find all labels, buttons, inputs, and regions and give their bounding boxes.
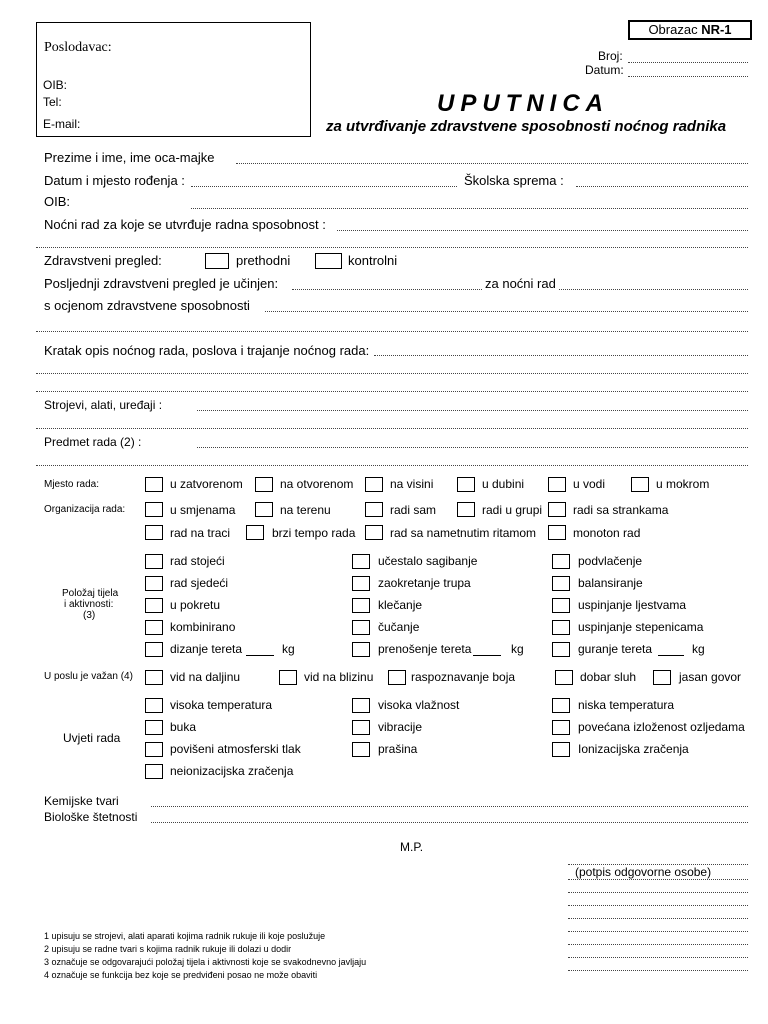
push-kg-unit: kg <box>692 642 705 656</box>
school-line[interactable] <box>576 186 748 187</box>
posture-col3-checkbox-2[interactable] <box>552 576 570 591</box>
posture-col3-option-4: uspinjanje stepenicama <box>578 620 704 634</box>
posture-col1-option-2: rad sjedeći <box>170 576 229 590</box>
description-line-3[interactable] <box>36 391 748 392</box>
push-kg-line[interactable] <box>658 655 684 656</box>
important-checkbox-1[interactable] <box>145 670 163 685</box>
posture-col2-option-2: zaokretanje trupa <box>378 576 471 590</box>
important-option-5: jasan govor <box>679 670 742 684</box>
signature-line-3[interactable] <box>568 905 748 906</box>
exam-ctrl-label: kontrolni <box>348 253 398 268</box>
posture-col3-checkbox-3[interactable] <box>552 598 570 613</box>
conditions-col1-option-4: neionizacijska zračenja <box>170 764 294 778</box>
broj-line[interactable] <box>628 62 748 63</box>
conditions-col2-checkbox-2[interactable] <box>352 720 370 735</box>
important-checkbox-4[interactable] <box>555 670 573 685</box>
posture-col1-option-4: kombinirano <box>170 620 236 634</box>
employer-label: Poslodavac: <box>44 40 112 55</box>
org-option-2: na terenu <box>280 503 331 517</box>
org-option-9: monoton rad <box>573 526 641 540</box>
exam-label: Zdravstveni pregled: <box>44 253 162 268</box>
posture-col2-checkbox-1[interactable] <box>352 554 370 569</box>
place-checkbox-1[interactable] <box>145 477 163 492</box>
org-checkbox-9[interactable] <box>548 525 566 540</box>
conditions-col3-option-1: niska temperatura <box>578 698 675 712</box>
conditions-col1-option-2: buka <box>170 720 197 734</box>
posture-col1-option-5: dizanje tereta <box>170 642 243 656</box>
posture-col2-option-1: učestalo sagibanje <box>378 554 478 568</box>
important-checkbox-2[interactable] <box>279 670 297 685</box>
org-label: Organizacija rada: <box>44 504 126 515</box>
posture-col3-option-3: uspinjanje ljestvama <box>578 598 687 612</box>
machines-line-2[interactable] <box>36 428 748 429</box>
oib-label: OIB: <box>44 194 71 209</box>
posture-col3-option-5: guranje tereta <box>578 642 653 656</box>
form-code-prefix: Obrazac <box>648 22 698 37</box>
conditions-col3-checkbox-2[interactable] <box>552 720 570 735</box>
place-option-3: na visini <box>390 477 434 491</box>
posture-label-2: i aktivnosti: <box>64 599 114 610</box>
footnote-4: 4 označuje se funkcija bez koje se predviđeni posao ne može obaviti <box>44 970 318 980</box>
machines-label: Strojevi, alati, uređaji : <box>44 398 163 412</box>
posture-col1-checkbox-3[interactable] <box>145 598 163 613</box>
place-checkbox-2[interactable] <box>255 477 273 492</box>
rating-line-2[interactable] <box>36 331 748 332</box>
posture-col1-option-3: u pokretu <box>170 598 221 612</box>
night-work-line[interactable] <box>337 230 748 231</box>
signature-line-7[interactable] <box>568 957 748 958</box>
exam-prev-checkbox[interactable] <box>205 253 229 269</box>
last-exam-label: Posljednji zdravstveni pregled je učinjen: <box>44 276 279 291</box>
name-line[interactable] <box>236 163 748 164</box>
org-option-8: rad sa nametnutim ritamom <box>390 526 537 540</box>
conditions-col1-checkbox-2[interactable] <box>145 720 163 735</box>
org-option-6: rad na traci <box>170 526 231 540</box>
signature-caption: (potpis odgovorne osobe) <box>575 865 712 879</box>
footnote-2: 2 upisuju se radne tvari s kojima radnik rukuje ili dolazi u dodir <box>44 944 292 954</box>
lift-kg-line[interactable] <box>246 655 274 656</box>
org-checkbox-2[interactable] <box>255 502 273 517</box>
subject-line-2[interactable] <box>36 465 748 466</box>
subject-line[interactable] <box>197 447 748 448</box>
posture-col1-checkbox-1[interactable] <box>145 554 163 569</box>
carry-kg-unit: kg <box>511 642 524 656</box>
org-option-5: radi sa strankama <box>573 503 669 517</box>
rating-line[interactable] <box>265 311 748 312</box>
chem-label: Kemijske tvari <box>44 794 119 808</box>
posture-label-3: (3) <box>83 610 96 621</box>
exam-prev-label: prethodni <box>236 253 291 268</box>
description-line[interactable] <box>374 355 748 356</box>
place-option-2: na otvorenom <box>280 477 354 491</box>
conditions-col2-checkbox-3[interactable] <box>352 742 370 757</box>
conditions-col3-checkbox-1[interactable] <box>552 698 570 713</box>
signature-line-4[interactable] <box>568 918 748 919</box>
posture-col3-option-2: balansiranje <box>578 576 643 590</box>
broj-label: Broj: <box>598 49 623 63</box>
form-title: UPUTNICA <box>437 90 609 117</box>
exam-ctrl-checkbox[interactable] <box>315 253 342 269</box>
bio-label: Biološke štetnosti <box>44 810 138 824</box>
important-option-1: vid na daljinu <box>170 670 241 684</box>
form-code: NR-1 <box>701 22 732 37</box>
chem-line[interactable] <box>151 806 748 807</box>
night-work-line-2[interactable] <box>36 247 748 248</box>
bio-line[interactable] <box>151 822 748 823</box>
org-option-1: u smjenama <box>170 503 236 517</box>
org-checkbox-5[interactable] <box>548 502 566 517</box>
subject-label: Predmet rada (2) : <box>44 435 142 449</box>
conditions-col1-option-3: povišeni atmosferski tlak <box>170 742 301 756</box>
org-checkbox-4[interactable] <box>457 502 475 517</box>
description-line-2[interactable] <box>36 373 748 374</box>
conditions-label: Uvjeti rada <box>63 731 121 745</box>
place-option-1: u zatvorenom <box>170 477 243 491</box>
conditions-col3-option-2: povećana izloženost ozljedama <box>578 720 745 734</box>
description-label: Kratak opis noćnog rada, poslova i trajanje noćnog rada: <box>44 343 370 358</box>
posture-col1-checkbox-4[interactable] <box>145 620 163 635</box>
form-code-box <box>628 20 752 40</box>
conditions-col3-option-3: Ionizacijska zračenja <box>578 742 689 756</box>
lift-kg-unit: kg <box>282 642 295 656</box>
org-checkbox-8[interactable] <box>365 525 383 540</box>
conditions-col1-option-1: visoka temperatura <box>170 698 273 712</box>
posture-col3-option-1: podvlačenje <box>578 554 643 568</box>
employer-email-label: E-mail: <box>43 117 81 131</box>
conditions-col2-option-2: vibracije <box>378 720 423 734</box>
place-checkbox-4[interactable] <box>457 477 475 492</box>
posture-col1-checkbox-5[interactable] <box>145 642 163 657</box>
place-label: Mjesto rada: <box>44 479 100 490</box>
org-checkbox-6[interactable] <box>145 525 163 540</box>
posture-col3-checkbox-4[interactable] <box>552 620 570 635</box>
org-checkbox-3[interactable] <box>365 502 383 517</box>
place-checkbox-6[interactable] <box>631 477 649 492</box>
conditions-col2-option-1: visoka vlažnost <box>378 698 460 712</box>
posture-col1-checkbox-2[interactable] <box>145 576 163 591</box>
conditions-col2-option-3: prašina <box>378 742 418 756</box>
datum-label: Datum: <box>585 63 624 77</box>
night-work-label: Noćni rad za koje se utvrđuje radna sposobnost : <box>44 217 326 232</box>
important-label: U poslu je važan (4) <box>44 671 133 682</box>
oib-line[interactable] <box>191 208 748 209</box>
place-checkbox-3[interactable] <box>365 477 383 492</box>
signature-line-2[interactable] <box>568 892 748 893</box>
signature-line-5[interactable] <box>568 931 748 932</box>
signature-line-6[interactable] <box>568 944 748 945</box>
posture-col2-checkbox-3[interactable] <box>352 598 370 613</box>
footnote-3: 3 označuje se odgovarajući položaj tijela i aktivnosti koje se svakodnevno javljaju <box>44 957 367 967</box>
conditions-col3-checkbox-3[interactable] <box>552 742 570 757</box>
conditions-col1-checkbox-1[interactable] <box>145 698 163 713</box>
for-night-label: za noćni rad <box>485 276 556 291</box>
place-checkbox-5[interactable] <box>548 477 566 492</box>
place-option-4: u dubini <box>482 477 525 491</box>
school-label: Školska sprema : <box>464 173 564 188</box>
important-checkbox-5[interactable] <box>653 670 671 685</box>
birth-line[interactable] <box>191 186 457 187</box>
conditions-col2-checkbox-1[interactable] <box>352 698 370 713</box>
conditions-col1-checkbox-3[interactable] <box>145 742 163 757</box>
birth-label: Datum i mjesto rođenja : <box>44 173 185 188</box>
posture-col2-option-3: klečanje <box>378 598 423 612</box>
posture-col1-option-1: rad stojeći <box>170 554 225 568</box>
carry-kg-line[interactable] <box>473 655 501 656</box>
org-option-3: radi sam <box>390 503 437 517</box>
signature-line-1[interactable] <box>568 879 748 880</box>
form-subtitle: za utvrđivanje zdravstvene sposobnosti noćnog radnika <box>326 118 727 135</box>
posture-col2-option-4: čučanje <box>378 620 420 634</box>
important-checkbox-3[interactable] <box>388 670 406 685</box>
important-option-2: vid na blizinu <box>304 670 374 684</box>
org-option-7: brzi tempo rada <box>272 526 356 540</box>
signature-line-8[interactable] <box>568 970 748 971</box>
employer-tel-label: Tel: <box>43 95 62 109</box>
machines-line[interactable] <box>197 410 748 411</box>
important-option-4: dobar sluh <box>580 670 637 684</box>
posture-col3-checkbox-5[interactable] <box>552 642 570 657</box>
employer-oib-label: OIB: <box>43 78 68 92</box>
posture-col3-checkbox-1[interactable] <box>552 554 570 569</box>
posture-col2-checkbox-2[interactable] <box>352 576 370 591</box>
important-option-3: raspoznavanje boja <box>411 670 516 684</box>
org-checkbox-7[interactable] <box>246 525 264 540</box>
posture-label-1: Položaj tijela <box>62 588 119 599</box>
posture-col2-checkbox-5[interactable] <box>352 642 370 657</box>
stamp-label: M.P. <box>400 840 424 854</box>
posture-col2-option-5: prenošenje tereta <box>378 642 472 656</box>
footnote-1: 1 upisuju se strojevi, alati aparati kojima radnik rukuje ili koje poslužuje <box>44 931 326 941</box>
place-option-5: u vodi <box>573 477 606 491</box>
posture-col2-checkbox-4[interactable] <box>352 620 370 635</box>
conditions-col1-checkbox-4[interactable] <box>145 764 163 779</box>
place-option-6: u mokrom <box>656 477 710 491</box>
org-checkbox-1[interactable] <box>145 502 163 517</box>
org-option-4: radi u grupi <box>482 503 543 517</box>
name-label: Prezime i ime, ime oca-majke <box>44 150 215 165</box>
rating-label: s ocjenom zdravstvene sposobnosti <box>44 298 250 313</box>
datum-line[interactable] <box>628 76 748 77</box>
